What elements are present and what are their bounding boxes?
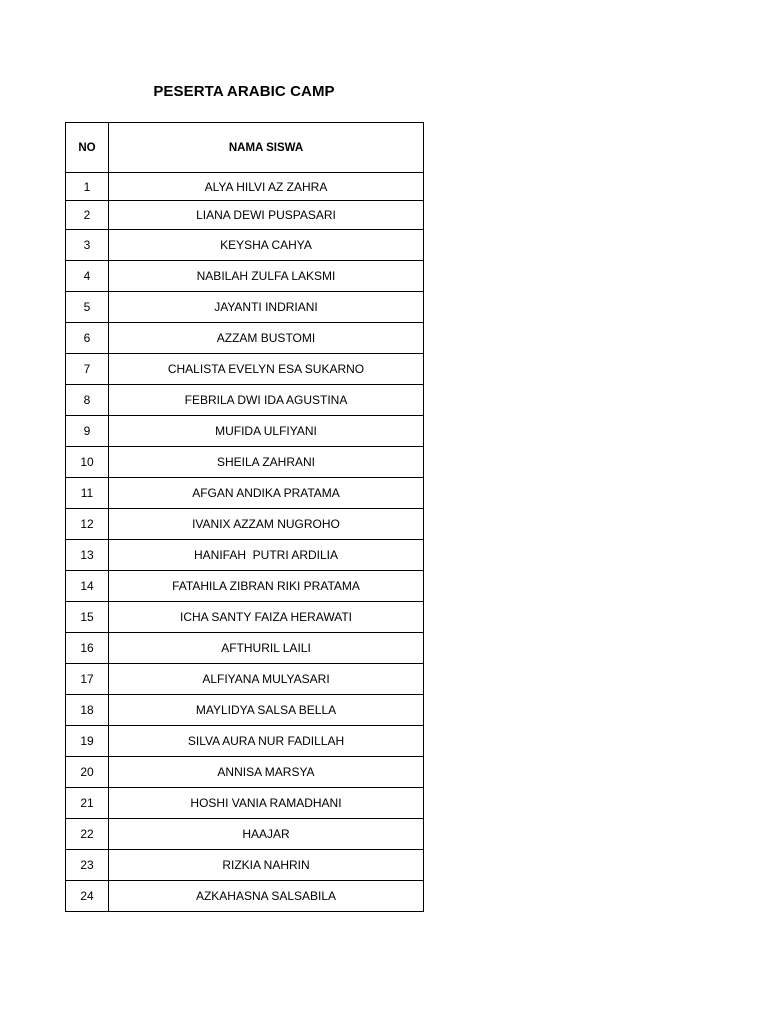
table-row <box>66 447 424 478</box>
row-number-cell: 9 <box>66 416 109 447</box>
table-row <box>66 819 424 850</box>
row-number-cell: 20 <box>66 757 109 788</box>
student-name-cell: NABILAH ZULFA LAKSMI <box>109 261 424 292</box>
row-number-cell: 23 <box>66 850 109 881</box>
student-name-cell: ALFIYANA MULYASARI <box>109 664 424 695</box>
student-name-cell: RIZKIA NAHRIN <box>109 850 424 881</box>
table-row <box>66 261 424 292</box>
table-row <box>66 540 424 571</box>
table-row <box>66 173 424 201</box>
student-name-cell: LIANA DEWI PUSPASARI <box>109 201 424 230</box>
table-row <box>66 416 424 447</box>
student-name-cell: AFTHURIL LAILI <box>109 633 424 664</box>
row-number-cell: 19 <box>66 726 109 757</box>
page-title: PESERTA ARABIC CAMP <box>153 83 335 100</box>
table-row <box>66 478 424 509</box>
student-name-cell: IVANIX AZZAM NUGROHO <box>109 509 424 540</box>
table-row <box>66 571 424 602</box>
student-name-cell: SILVA AURA NUR FADILLAH <box>109 726 424 757</box>
student-name-cell: ICHA SANTY FAIZA HERAWATI <box>109 602 424 633</box>
student-name-cell: MAYLIDYA SALSA BELLA <box>109 695 424 726</box>
table-row <box>66 757 424 788</box>
student-name-cell: JAYANTI INDRIANI <box>109 292 424 323</box>
table-row <box>66 201 424 230</box>
table-row <box>66 602 424 633</box>
student-name-cell: ANNISA MARSYA <box>109 757 424 788</box>
row-number-cell: 8 <box>66 385 109 416</box>
row-number-cell: 13 <box>66 540 109 571</box>
header-student-name: NAMA SISWA <box>109 123 424 173</box>
table-row <box>66 695 424 726</box>
student-name-cell: HANIFAH PUTRI ARDILIA <box>109 540 424 571</box>
row-number-cell: 14 <box>66 571 109 602</box>
row-number-cell: 10 <box>66 447 109 478</box>
student-name-cell: MUFIDA ULFIYANI <box>109 416 424 447</box>
student-name-cell: HOSHI VANIA RAMADHANI <box>109 788 424 819</box>
row-number-cell: 2 <box>66 201 109 230</box>
table-row <box>66 354 424 385</box>
student-name-cell: ALYA HILVI AZ ZAHRA <box>109 173 424 201</box>
table-row <box>66 323 424 354</box>
participant-table <box>65 122 424 912</box>
student-name-cell: KEYSHA CAHYA <box>109 230 424 261</box>
table-body <box>66 173 424 912</box>
row-number-cell: 1 <box>66 173 109 201</box>
row-number-cell: 3 <box>66 230 109 261</box>
row-number-cell: 7 <box>66 354 109 385</box>
row-number-cell: 22 <box>66 819 109 850</box>
row-number-cell: 6 <box>66 323 109 354</box>
table-row <box>66 292 424 323</box>
student-name-cell: SHEILA ZAHRANI <box>109 447 424 478</box>
row-number-cell: 21 <box>66 788 109 819</box>
student-name-cell: HAAJAR <box>109 819 424 850</box>
student-name-cell: CHALISTA EVELYN ESA SUKARNO <box>109 354 424 385</box>
table-row <box>66 788 424 819</box>
student-name-cell: FEBRILA DWI IDA AGUSTINA <box>109 385 424 416</box>
row-number-cell: 18 <box>66 695 109 726</box>
student-name-cell: AZZAM BUSTOMI <box>109 323 424 354</box>
row-number-cell: 16 <box>66 633 109 664</box>
table-row <box>66 850 424 881</box>
table-row <box>66 664 424 695</box>
student-name-cell: AZKAHASNA SALSABILA <box>109 881 424 912</box>
row-number-cell: 24 <box>66 881 109 912</box>
table-row <box>66 509 424 540</box>
row-number-cell: 15 <box>66 602 109 633</box>
table-row <box>66 230 424 261</box>
student-name-cell: AFGAN ANDIKA PRATAMA <box>109 478 424 509</box>
row-number-cell: 11 <box>66 478 109 509</box>
row-number-cell: 12 <box>66 509 109 540</box>
table-row <box>66 881 424 912</box>
table-row <box>66 385 424 416</box>
header-no: NO <box>66 123 109 173</box>
row-number-cell: 17 <box>66 664 109 695</box>
table-row <box>66 633 424 664</box>
row-number-cell: 5 <box>66 292 109 323</box>
student-name-cell: FATAHILA ZIBRAN RIKI PRATAMA <box>109 571 424 602</box>
row-number-cell: 4 <box>66 261 109 292</box>
table-row <box>66 726 424 757</box>
table-header-row <box>66 123 424 173</box>
